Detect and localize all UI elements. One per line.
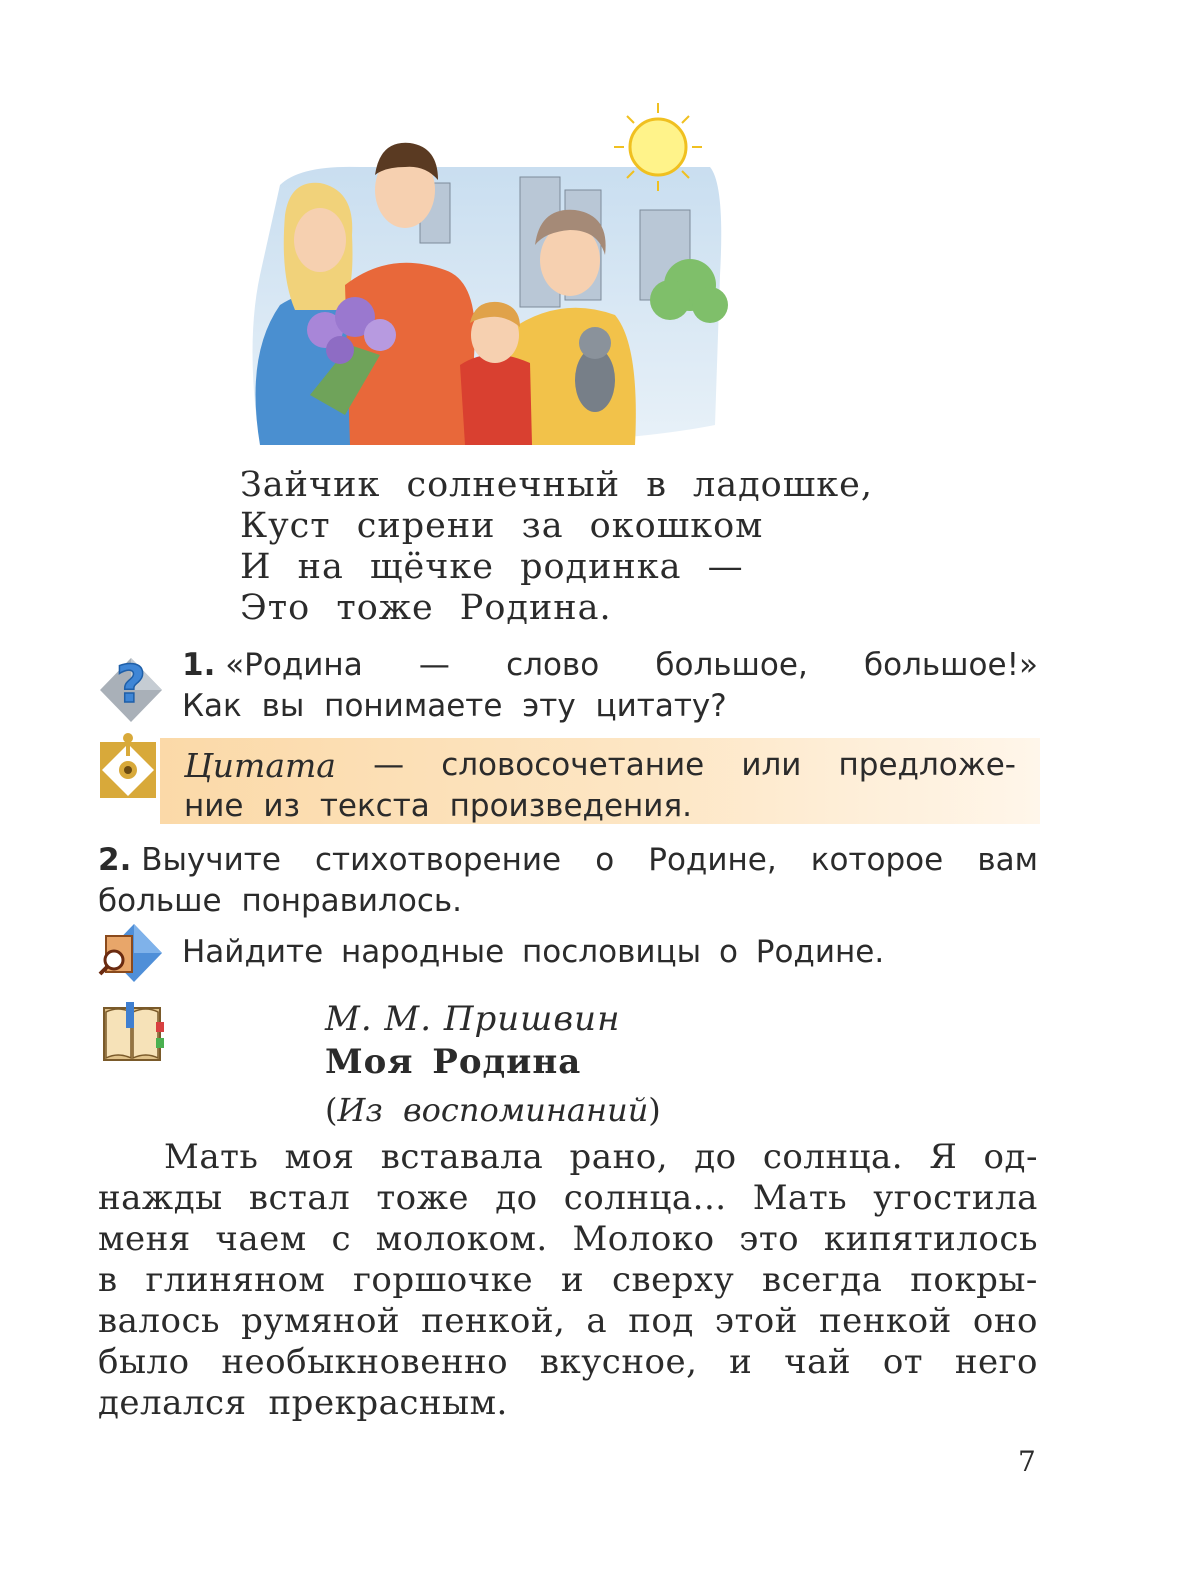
story-word: и [729,1342,753,1382]
story-word: в [98,1260,118,1300]
story-word: Мать [164,1137,259,1177]
question-word: вам [977,842,1038,878]
story-word: от [882,1342,924,1382]
story-word: чай [784,1342,852,1382]
story-word: встал [248,1178,351,1218]
story-word: вставала [380,1137,544,1177]
question-2 [98,840,1038,922]
story-word: чаем [215,1219,307,1259]
story-word: пенкой, [421,1301,566,1341]
story-word: с [331,1219,352,1259]
open-book-icon [98,1000,166,1066]
question-number: 1. [182,647,216,683]
story-word: прекрасным. [268,1383,508,1423]
story-word: нажды [98,1178,223,1218]
question-mark-diamond-icon [98,650,164,722]
question-number: 2. [98,842,132,878]
question-word: большое, [655,647,808,683]
family-illustration [240,95,740,455]
story-word: до [694,1137,737,1177]
story-word: это [739,1219,800,1259]
page-number: 7 [1018,1445,1036,1478]
story-word: глиняном [145,1260,326,1300]
story-subtitle [325,1088,661,1132]
story-line [98,1342,1038,1383]
question-line: Как вы понимаете эту цитату? [182,688,727,724]
poem-line: И на щёчке родинка — [240,547,744,587]
story-line [98,1219,1038,1260]
question-line: больше понравилось. [98,883,463,919]
story-word: этой [714,1301,798,1341]
story-word: угостила [873,1178,1038,1218]
definition-word: или [741,747,802,783]
question-word: Родине, [648,842,777,878]
story-word: Мать [752,1178,848,1218]
subtitle-paren: ( [325,1091,338,1129]
poem-line: Это тоже Родина. [240,588,612,628]
question-word: — [418,647,450,683]
author-name: М. М. Пришвин [325,999,621,1039]
question-word: большое!» [864,647,1038,683]
question-word: стихотворение [315,842,562,878]
question-word: о [595,842,615,878]
poem-line: Куст сирени за окошком [240,506,764,546]
poem [240,465,880,629]
story-word: валось [98,1301,221,1341]
definition-word: — [373,747,405,783]
story-word: румяной [241,1301,401,1341]
story-word: него [954,1342,1038,1382]
story-word: покры- [910,1260,1038,1300]
story-word: тоже [376,1178,470,1218]
story-word: а [586,1301,608,1341]
story-word: и [560,1260,585,1300]
story-word: делался [98,1383,247,1423]
story-word: солнца... [563,1178,727,1218]
definition [184,745,1016,827]
story-word: оно [972,1301,1038,1341]
kitten [575,327,615,412]
story-line [98,1178,1038,1219]
story-word: моя [284,1137,355,1177]
story-word: под [628,1301,694,1341]
definition-word: предложе- [838,747,1016,783]
question-1 [182,645,1038,727]
book-magnifier-icon [98,922,164,984]
question-word: Выучите [141,842,281,878]
question-word: которое [810,842,944,878]
story-word: горшочке [353,1260,534,1300]
definition-word: словосочетание [441,747,705,783]
story-line [98,1260,1038,1301]
story-word: вкусное, [539,1342,698,1382]
story-word: од- [983,1137,1038,1177]
story-line [98,1137,1038,1178]
story-title: Моя Родина [325,1042,582,1082]
subtitle-text: Из воспоминаний [337,1091,649,1129]
subtitle-paren: ) [648,1091,661,1129]
story-text [98,1137,1038,1424]
story-line [98,1383,1038,1424]
story-word: пенкой [818,1301,952,1341]
svg-text:?: ? [115,655,147,715]
story-word: солнца. [762,1137,904,1177]
definition-term: Цитата [184,746,336,785]
story-word: необыкновенно [221,1342,509,1382]
question-word: слово [506,647,600,683]
story-word: молоком. [375,1219,548,1259]
info-diamond-icon [98,730,158,800]
task-3: Найдите народные пословицы о Родине. [182,934,885,970]
story-word: рано, [569,1137,669,1177]
definition-line: ние из текста произведения. [184,788,692,824]
question-word: «Родина [225,647,363,683]
story-word: меня [98,1219,191,1259]
story-word: Молоко [572,1219,715,1259]
story-word: кипятилось [823,1219,1038,1259]
story-word: до [495,1178,538,1218]
story-word: сверху [611,1260,735,1300]
poem-line: Зайчик солнечный в ладошке, [240,465,873,505]
story-word: всегда [762,1260,883,1300]
story-word: было [98,1342,190,1382]
story-word: Я [929,1137,958,1177]
story-line [98,1301,1038,1342]
